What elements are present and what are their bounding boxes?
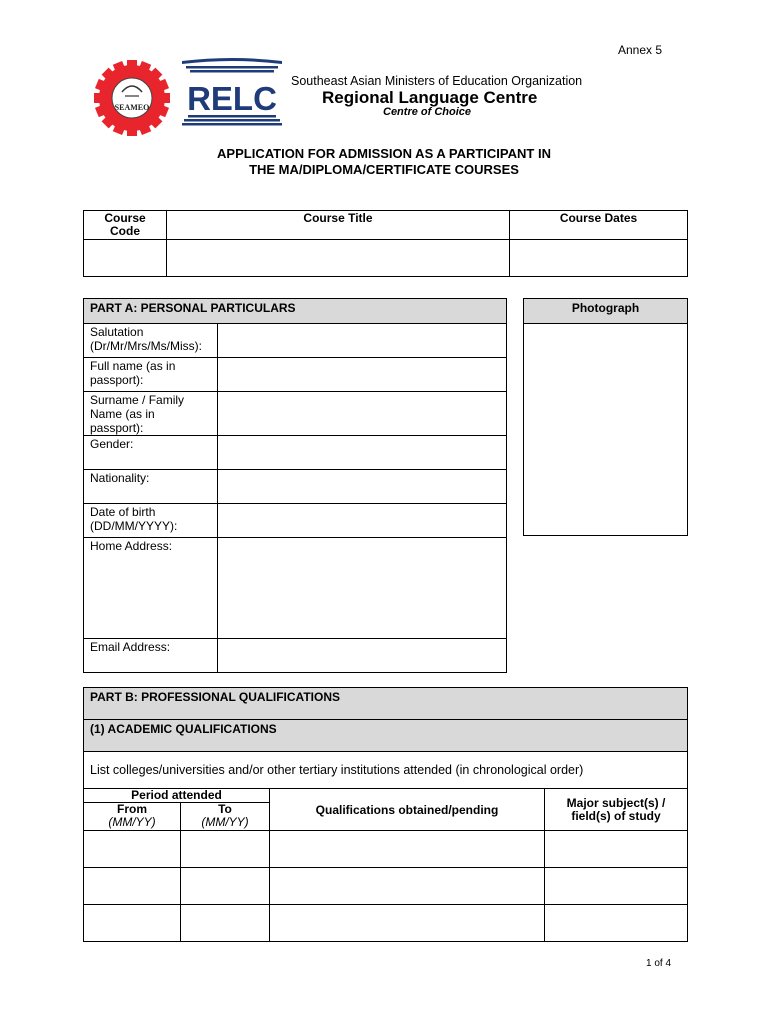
form-title-line2: THE MA/DIPLOMA/CERTIFICATE COURSES bbox=[249, 162, 519, 177]
course-dates-field[interactable] bbox=[510, 240, 688, 277]
period-attended-header: Period attended bbox=[84, 789, 270, 803]
qualification-field[interactable] bbox=[270, 831, 545, 868]
course-title-field[interactable] bbox=[167, 240, 510, 277]
qualification-field[interactable] bbox=[270, 905, 545, 942]
form-title-line1: APPLICATION FOR ADMISSION AS A PARTICIPANT IN bbox=[217, 146, 551, 161]
org-tagline: Centre of Choice bbox=[383, 106, 472, 118]
home-address-field[interactable] bbox=[218, 538, 507, 639]
academic-qualifications-heading: (1) ACADEMIC QUALIFICATIONS bbox=[84, 720, 688, 752]
from-field[interactable] bbox=[84, 831, 181, 868]
table-row bbox=[84, 868, 688, 905]
qualifications-header: Qualifications obtained/pending bbox=[270, 789, 545, 831]
email-address-field[interactable] bbox=[218, 639, 507, 673]
part-a-table bbox=[83, 298, 507, 673]
course-title-header: Course Title bbox=[167, 211, 510, 240]
photograph-box bbox=[523, 298, 688, 536]
major-subject-field[interactable] bbox=[545, 905, 688, 942]
part-b-table bbox=[83, 687, 688, 942]
course-dates-header: Course Dates bbox=[510, 211, 688, 240]
photograph-label: Photograph bbox=[524, 299, 688, 324]
org-name-line2: Regional Language Centre bbox=[322, 88, 538, 107]
major-subject-field[interactable] bbox=[545, 831, 688, 868]
to-field[interactable] bbox=[181, 868, 270, 905]
page-number: 1 of 4 bbox=[646, 958, 672, 969]
from-header bbox=[84, 803, 181, 831]
course-table bbox=[83, 210, 688, 277]
course-code-field[interactable] bbox=[84, 240, 167, 277]
surname-field[interactable] bbox=[218, 392, 507, 436]
seameo-logo-text: SEAMEO bbox=[114, 103, 150, 112]
table-row bbox=[84, 905, 688, 942]
to-header bbox=[181, 803, 270, 831]
relc-logo-text: RELC bbox=[187, 80, 277, 117]
full-name-label: Full name (as in passport): bbox=[84, 358, 218, 392]
from-label: From bbox=[117, 802, 147, 816]
nationality-field[interactable] bbox=[218, 470, 507, 504]
to-label: To bbox=[218, 802, 232, 816]
annex-label: Annex 5 bbox=[618, 43, 663, 57]
major-subject-field[interactable] bbox=[545, 868, 688, 905]
relc-logo bbox=[180, 57, 284, 129]
to-field[interactable] bbox=[181, 831, 270, 868]
date-of-birth-field[interactable] bbox=[218, 504, 507, 538]
to-field[interactable] bbox=[181, 905, 270, 942]
qualification-field[interactable] bbox=[270, 868, 545, 905]
surname-label: Surname / Family Name (as in passport): bbox=[84, 392, 218, 436]
org-name-line1: Southeast Asian Ministers of Education Organization bbox=[291, 74, 583, 88]
part-a-heading: PART A: PERSONAL PARTICULARS bbox=[84, 299, 507, 324]
table-row bbox=[84, 831, 688, 868]
salutation-label: Salutation (Dr/Mr/Mrs/Ms/Miss): bbox=[84, 324, 218, 358]
from-field[interactable] bbox=[84, 868, 181, 905]
to-date-format: (MM/YY) bbox=[201, 815, 249, 829]
part-b-heading: PART B: PROFESSIONAL QUALIFICATIONS bbox=[84, 688, 688, 720]
nationality-label: Nationality: bbox=[84, 470, 218, 504]
email-address-label: Email Address: bbox=[84, 639, 218, 673]
gender-label: Gender: bbox=[84, 436, 218, 470]
gender-field[interactable] bbox=[218, 436, 507, 470]
date-of-birth-label: Date of birth (DD/MM/YYYY): bbox=[84, 504, 218, 538]
from-field[interactable] bbox=[84, 905, 181, 942]
academic-instruction: List colleges/universities and/or other tertiary institutions attended (in chronological order) bbox=[84, 752, 688, 789]
seameo-logo bbox=[92, 58, 172, 138]
from-date-format: (MM/YY) bbox=[108, 815, 156, 829]
photograph-area[interactable] bbox=[524, 324, 688, 536]
full-name-field[interactable] bbox=[218, 358, 507, 392]
home-address-label: Home Address: bbox=[84, 538, 218, 639]
major-subjects-header: Major subject(s) / field(s) of study bbox=[545, 789, 688, 831]
course-code-header: Course Code bbox=[84, 211, 167, 240]
salutation-field[interactable] bbox=[218, 324, 507, 358]
